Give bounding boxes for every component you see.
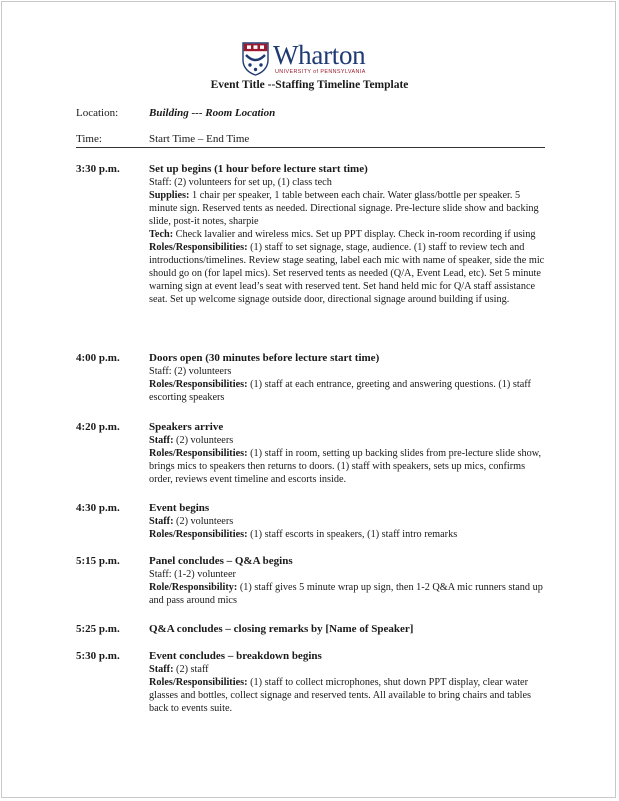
timeline-heading: Panel concludes – Q&A begins xyxy=(149,555,293,567)
detail-label: Tech: xyxy=(149,229,174,240)
timeline-detail xyxy=(149,378,546,404)
detail-label: Staff: xyxy=(149,435,174,446)
timeline-time: 3:30 p.m. xyxy=(76,163,120,175)
timeline-heading: Q&A concludes – closing remarks by [Name of Speaker] xyxy=(149,623,414,635)
detail-text: Check lavalier and wireless mics. Set up PPT display. Check in-room recording if using xyxy=(173,229,536,240)
detail-label: Roles/Responsibilities: xyxy=(149,677,248,688)
timeline-time: 5:30 p.m. xyxy=(76,650,120,662)
timeline-heading: Speakers arrive xyxy=(149,421,224,433)
detail-text: Staff: (2) volunteers for set up, (1) class tech xyxy=(149,177,332,188)
timeline-time: 4:00 p.m. xyxy=(76,352,120,364)
detail-text: (1) staff in room, setting up backing slides from pre-lecture slide show, brings mics to speakers then returns to doors. (1) staff with speakers, sets up mics, confirms order, reviews event timeline and escorts inside. xyxy=(149,448,542,485)
timeline-time: 5:15 p.m. xyxy=(76,555,120,567)
timeline-detail xyxy=(149,663,546,676)
document-page xyxy=(1,1,616,798)
detail-text: (1) staff gives 5 minute wrap up sign, then 1-2 Q&A mic runners stand up and pass around mics xyxy=(149,582,543,606)
timeline-detail xyxy=(149,528,546,541)
logo-subtitle: UNIVERSITY of PENNSYLVANIA xyxy=(275,69,366,75)
detail-label: Supplies: xyxy=(149,190,190,201)
timeline-body xyxy=(149,502,546,541)
wharton-logo xyxy=(242,42,366,76)
timeline-detail xyxy=(149,241,546,306)
logo-wordmark: Wharton xyxy=(273,40,366,70)
detail-text: (1) staff to set signage, stage, audience. (1) staff to review tech and introductions/timelines. Review stage seating, label each mic with name of speaker, side the mic should go on (for lapel mics). Set reserved tents as needed (Q/A, Event Lead, etc). Set 5 minute warning sign at event lead’s seat with reserved tent. Set hand held mic for Q/A staff assistance seat. Set up welcome signage outside door, directional signage around building if using. xyxy=(149,242,545,305)
detail-label: Staff: xyxy=(149,516,174,527)
timeline-detail xyxy=(149,434,546,447)
detail-label: Role/Responsibility: xyxy=(149,582,238,593)
detail-text: 1 chair per speaker, 1 table between each chair. Water glass/bottle per speaker. 5 minute sign. Reserved tents as needed. Directional signage. Pre-lecture slide show and backing slide, post-it notes, sharpie xyxy=(149,190,539,227)
timeline-body xyxy=(149,421,546,486)
detail-label: Roles/Responsibilities: xyxy=(149,448,248,459)
timeline-body xyxy=(149,163,546,306)
timeline-heading: Doors open (30 minutes before lecture start time) xyxy=(149,352,380,364)
detail-text: Staff: (1-2) volunteer xyxy=(149,569,236,580)
timeline-detail xyxy=(149,447,546,486)
timeline-detail xyxy=(149,228,546,241)
timeline-detail xyxy=(149,189,546,228)
timeline-detail xyxy=(149,515,546,528)
timeline-body xyxy=(149,352,546,404)
detail-label: Roles/Responsibilities: xyxy=(149,529,248,540)
location-label: Location: xyxy=(76,107,119,119)
detail-label: Roles/Responsibilities: xyxy=(149,379,248,390)
timeline-body xyxy=(149,555,546,607)
timeline-heading: Event concludes – breakdown begins xyxy=(149,650,322,662)
detail-text: (1) staff to collect microphones, shut down PPT display, clear water glasses and bottles, collect signage and reserved tents. All available to bring chairs and tables back to events suite. xyxy=(149,677,531,714)
time-label: Time: xyxy=(76,133,102,145)
header-divider xyxy=(76,147,545,148)
document-title: Event Title --Staffing Timeline Template xyxy=(210,79,409,91)
timeline-time: 4:30 p.m. xyxy=(76,502,120,514)
timeline-detail xyxy=(149,676,546,715)
timeline-body xyxy=(149,650,546,715)
timeline-time: 5:25 p.m. xyxy=(76,623,120,635)
timeline-detail xyxy=(149,568,546,581)
time-value: Start Time – End Time xyxy=(149,133,250,145)
detail-label: Staff: xyxy=(149,664,174,675)
detail-text: Staff: (2) volunteers xyxy=(149,366,232,377)
detail-text: (1) staff escorts in speakers, (1) staff intro remarks xyxy=(247,529,458,540)
timeline-detail xyxy=(149,581,546,607)
timeline-heading: Event begins xyxy=(149,502,210,514)
detail-text: (2) volunteers xyxy=(173,516,234,527)
timeline-heading: Set up begins (1 hour before lecture start time) xyxy=(149,163,368,175)
timeline-body xyxy=(149,623,546,636)
timeline-detail xyxy=(149,365,546,378)
timeline-time: 4:20 p.m. xyxy=(76,421,120,433)
detail-text: (2) staff xyxy=(173,664,209,675)
detail-text: (2) volunteers xyxy=(173,435,234,446)
timeline-detail xyxy=(149,176,546,189)
detail-label: Roles/Responsibilities: xyxy=(149,242,248,253)
detail-text: (1) staff at each entrance, greeting and answering questions. (1) staff escorting speakers xyxy=(149,379,531,403)
penn-shield-icon xyxy=(242,42,269,76)
location-value: Building --- Room Location xyxy=(149,107,276,119)
